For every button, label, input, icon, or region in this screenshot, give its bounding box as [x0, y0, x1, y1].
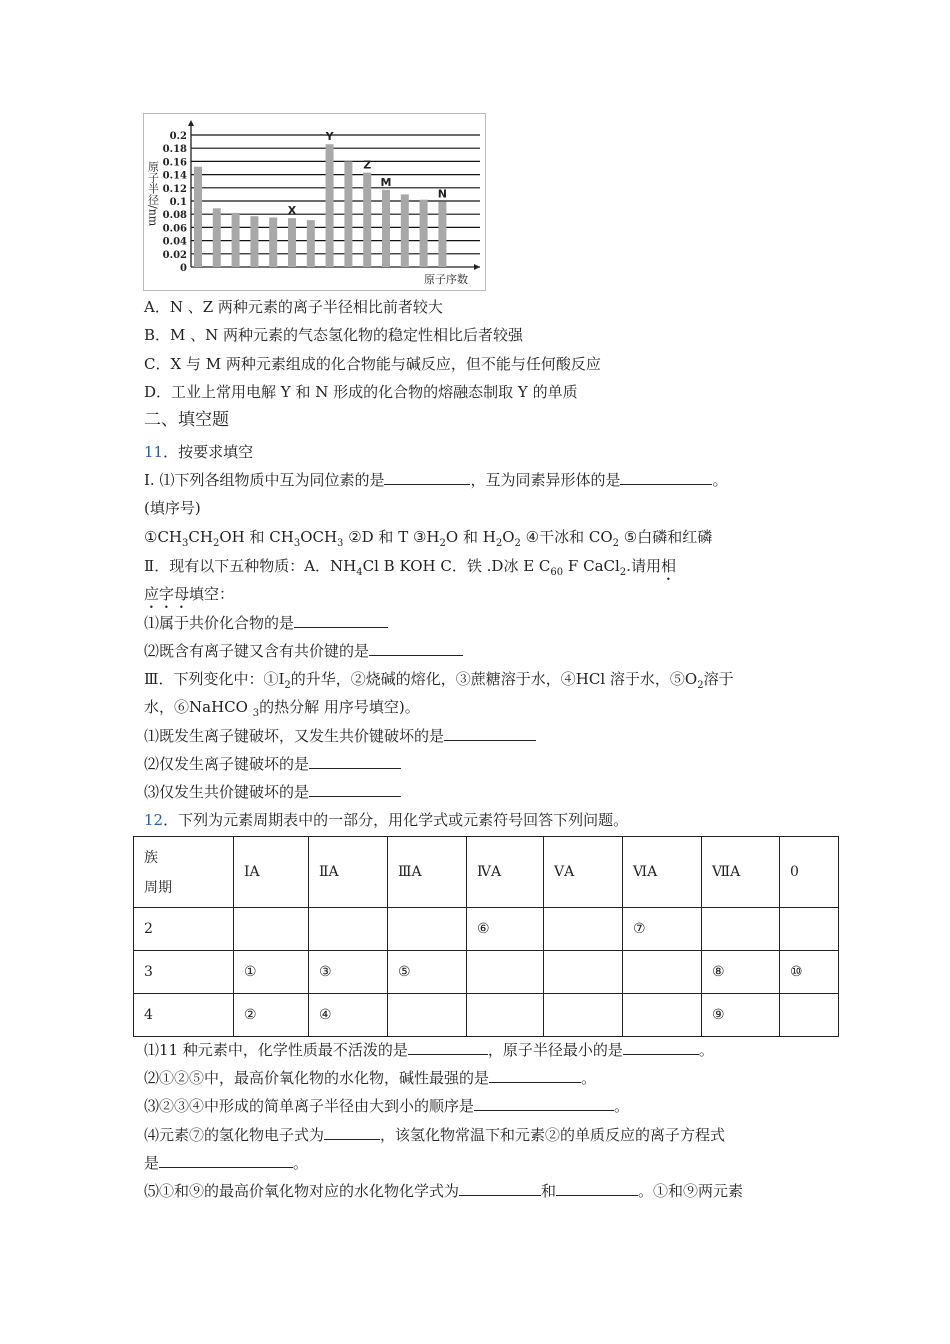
atomic-radius-chart	[143, 113, 486, 291]
t: Ⅱ．现有以下五种物质：A．NH	[144, 557, 357, 575]
bar-annotation: X	[287, 204, 297, 218]
t: ⑵既含有离子键又含有共价键的是	[144, 642, 370, 660]
t: ①CH	[144, 528, 183, 546]
q11-p3q3	[144, 782, 401, 802]
header-cell: ⅠA	[234, 837, 309, 908]
bar-annotation: M	[380, 175, 392, 189]
bar	[420, 200, 428, 267]
table-row	[134, 951, 839, 994]
y-axis-label: 原子半径/nm	[146, 161, 160, 227]
t: CH	[188, 528, 213, 546]
t: 。	[698, 1041, 714, 1059]
t: 2	[439, 538, 446, 549]
blank[interactable]	[556, 1181, 638, 1196]
t: F CaCl	[563, 557, 620, 575]
bar	[232, 213, 240, 267]
bar	[401, 194, 409, 267]
t: ⑴11 种元素中，化学性质最不活泼的是	[144, 1041, 408, 1059]
t: 溶于	[703, 670, 734, 688]
t: ②D 和 T ③H	[343, 528, 440, 546]
blank[interactable]	[474, 1096, 614, 1111]
period-cell: 3	[134, 951, 234, 994]
header-cell: ⅡA	[309, 837, 388, 908]
t: 2	[697, 680, 704, 691]
periodic-table	[133, 836, 839, 1037]
t: 是	[144, 1154, 160, 1172]
bar	[250, 216, 258, 267]
table-cell	[623, 994, 702, 1037]
t: 水，⑥NaHCO	[144, 698, 253, 716]
t: 4	[356, 567, 363, 578]
option-b: B．M 、N 两种元素的气态氢化物的稳定性相比后者较强	[144, 326, 524, 344]
t: 2	[495, 538, 503, 549]
bar-annotation: Y	[325, 130, 334, 144]
q12-title-text: ．下列为元素周期表中的一部分，用化学式或元素符号回答下列问题。	[163, 811, 629, 829]
bar	[344, 161, 352, 267]
bar	[269, 218, 277, 268]
t: ，原子半径最小的是	[487, 1041, 623, 1059]
t: 。①和⑨两元素	[638, 1182, 744, 1200]
t: ⑴既发生离子键破坏，又发生共价键破坏的是	[144, 727, 445, 745]
header-cell: ⅤA	[544, 837, 623, 908]
blank[interactable]	[309, 754, 401, 769]
bar	[213, 208, 221, 267]
bar	[363, 173, 371, 267]
t: ⑤白磷和红磷	[619, 528, 713, 546]
table-cell: ⑩	[780, 951, 839, 994]
y-axis-arrow	[188, 120, 194, 126]
header-cell: 0	[780, 837, 839, 908]
table-row	[134, 994, 839, 1037]
t: 。	[614, 1097, 630, 1115]
t: .请用	[626, 557, 661, 575]
t: Cl B KOH C．铁 .D冰 E C	[362, 557, 551, 575]
bar	[288, 218, 296, 267]
t: ，该氢化物常温下和元素②的单质反应的离子方程式	[380, 1126, 726, 1144]
table-cell: ⑦	[623, 908, 702, 951]
q11-p1b: ，互为同素异形体的是	[470, 471, 621, 489]
blank[interactable]	[489, 1068, 581, 1083]
table-cell	[388, 994, 467, 1037]
q11-note: (填序号)	[144, 499, 201, 517]
t: 3	[337, 538, 344, 549]
q11-part3	[144, 669, 734, 696]
header-cell: ⅢA	[388, 837, 467, 908]
blank[interactable]	[294, 613, 388, 628]
table-cell	[467, 994, 544, 1037]
y-tick-label: 0.08	[162, 210, 187, 222]
t: 相	[660, 557, 676, 575]
y-tick-label: 0	[180, 263, 187, 274]
blank[interactable]	[623, 1040, 699, 1055]
t: ⑸①和⑨的最高价氧化物对应的水化物化学式为	[144, 1182, 460, 1200]
q11-p2q2	[144, 641, 463, 661]
q11-title-text: ．按要求填空	[163, 443, 254, 461]
table-cell	[780, 908, 839, 951]
t: 2	[514, 538, 521, 549]
bar	[438, 202, 446, 267]
table-cell	[388, 908, 467, 951]
t: ⑴属于共价化合物的是	[144, 614, 295, 632]
y-tick-label: 0.12	[162, 183, 187, 195]
q11-part2-line2	[144, 584, 234, 612]
table-cell: ⑧	[702, 951, 780, 994]
table-cell	[544, 951, 623, 994]
blank[interactable]	[159, 1153, 293, 1168]
t: O	[502, 528, 515, 546]
section-heading: 二、填空题	[144, 410, 229, 430]
table-cell	[467, 951, 544, 994]
table-cell: ⑨	[702, 994, 780, 1037]
header-cell: ⅣA	[467, 837, 544, 908]
t: 填空：	[189, 585, 235, 603]
blank[interactable]	[369, 641, 463, 656]
blank[interactable]	[408, 1040, 488, 1055]
table-cell	[623, 951, 702, 994]
q11-part3-line2	[144, 697, 420, 724]
blank[interactable]	[384, 470, 470, 485]
header-cell: ⅥA	[623, 837, 702, 908]
table-cell	[544, 994, 623, 1037]
t: ⑷元素⑦的氢化物电子式为	[144, 1126, 325, 1144]
t: ⑶仅发生共价键破坏的是	[144, 783, 310, 801]
q12-title	[144, 810, 628, 830]
t: 的热分解 用序号填空)。	[259, 698, 420, 716]
y-tick-label: 0.2	[169, 131, 187, 142]
q12-sub2	[144, 1068, 596, 1088]
bar-annotation: N	[437, 187, 448, 201]
q11-items	[144, 527, 712, 554]
q11-p1c: 。	[712, 471, 728, 489]
corner-period-label: 周期	[144, 880, 172, 896]
t: 2	[212, 538, 220, 549]
table-header-row	[134, 837, 839, 908]
q12-sub4	[144, 1125, 725, 1145]
q12-sub3	[144, 1096, 629, 1116]
table-cell: ②	[234, 994, 309, 1037]
blank[interactable]	[444, 726, 536, 741]
t: O 和 H	[445, 528, 496, 546]
y-tick-label: 0.06	[162, 223, 187, 235]
t: Ⅲ．下列变化中：①I	[144, 670, 285, 688]
t: 和	[541, 1182, 557, 1200]
bar	[194, 167, 202, 267]
t: 。	[581, 1069, 597, 1087]
t: 2	[284, 680, 291, 691]
y-tick-label: 0.04	[162, 236, 187, 248]
table-cell	[780, 994, 839, 1037]
y-tick-label: 0.14	[162, 170, 187, 182]
table-cell	[544, 908, 623, 951]
corner-cell	[134, 837, 234, 908]
t: 应字母	[144, 585, 190, 603]
y-tick-label: 0.02	[162, 249, 187, 261]
table-cell: ⑤	[388, 951, 467, 994]
t: OH 和 CH	[219, 528, 294, 546]
q12-sub1	[144, 1040, 714, 1060]
q11-number: 11	[144, 443, 164, 461]
table-cell: ⑥	[467, 908, 544, 951]
t: 2	[619, 567, 627, 578]
table-cell: ①	[234, 951, 309, 994]
q11-part2	[144, 556, 676, 584]
t: 60	[550, 567, 564, 578]
y-tick-label: 0.18	[162, 144, 187, 156]
t: ⑵仅发生离子键破坏的是	[144, 755, 310, 773]
blank[interactable]	[620, 470, 712, 485]
t: 3	[293, 538, 301, 549]
t: 3	[252, 708, 260, 719]
bar	[326, 144, 334, 267]
table-cell: ④	[309, 994, 388, 1037]
x-axis-arrow	[474, 264, 480, 270]
table-row	[134, 908, 839, 951]
option-a: A．N 、Z 两种元素的离子半径相比前者较大	[144, 298, 443, 316]
period-cell: 2	[134, 908, 234, 951]
blank[interactable]	[459, 1181, 541, 1196]
y-tick-label: 0.16	[162, 157, 187, 169]
period-cell: 4	[134, 994, 234, 1037]
t: 3	[182, 538, 189, 549]
q11-p2q1	[144, 613, 388, 633]
t: ④干冰和 CO	[520, 528, 613, 546]
bar	[307, 220, 315, 267]
option-d: D．工业上常用电解 Y 和 N 形成的化合物的熔融态制取 Y 的单质	[144, 383, 578, 401]
bar	[382, 190, 390, 267]
q11-part1	[144, 470, 728, 490]
q11-p3q2	[144, 754, 401, 774]
option-c: C．X 与 M 两种元素组成的化合物能与碱反应，但不能与任何酸反应	[144, 355, 601, 373]
q11-p1a: Ⅰ. ⑴下列各组物质中互为同位素的是	[144, 471, 385, 489]
t: 2	[612, 538, 620, 549]
table-cell: ③	[309, 951, 388, 994]
chart-svg	[144, 114, 485, 290]
bar-annotation: Z	[363, 158, 372, 172]
table-cell	[702, 908, 780, 951]
q12-sub5	[144, 1181, 743, 1201]
q11-title	[144, 442, 253, 462]
blank[interactable]	[309, 782, 401, 797]
q11-p3q1	[144, 726, 536, 746]
q12-sub4-line2	[144, 1153, 308, 1173]
y-tick-label: 0.1	[169, 197, 187, 208]
blank[interactable]	[324, 1125, 380, 1140]
table-cell	[309, 908, 388, 951]
t: ⑶②③④中形成的简单离子半径由大到小的顺序是	[144, 1097, 475, 1115]
header-cell: ⅦA	[702, 837, 780, 908]
t: OCH	[300, 528, 338, 546]
x-axis-label: 原子序数	[424, 273, 468, 286]
corner-group-label: 族	[144, 850, 158, 866]
t: 。	[293, 1154, 309, 1172]
t: ⑵①②⑤中，最高价氧化物的水化物，碱性最强的是	[144, 1069, 490, 1087]
table-cell	[234, 908, 309, 951]
q12-number: 12	[144, 811, 164, 829]
t: 的升华，②烧碱的熔化，③蔗糖溶于水，④HCl 溶于水，⑤O	[290, 670, 698, 688]
